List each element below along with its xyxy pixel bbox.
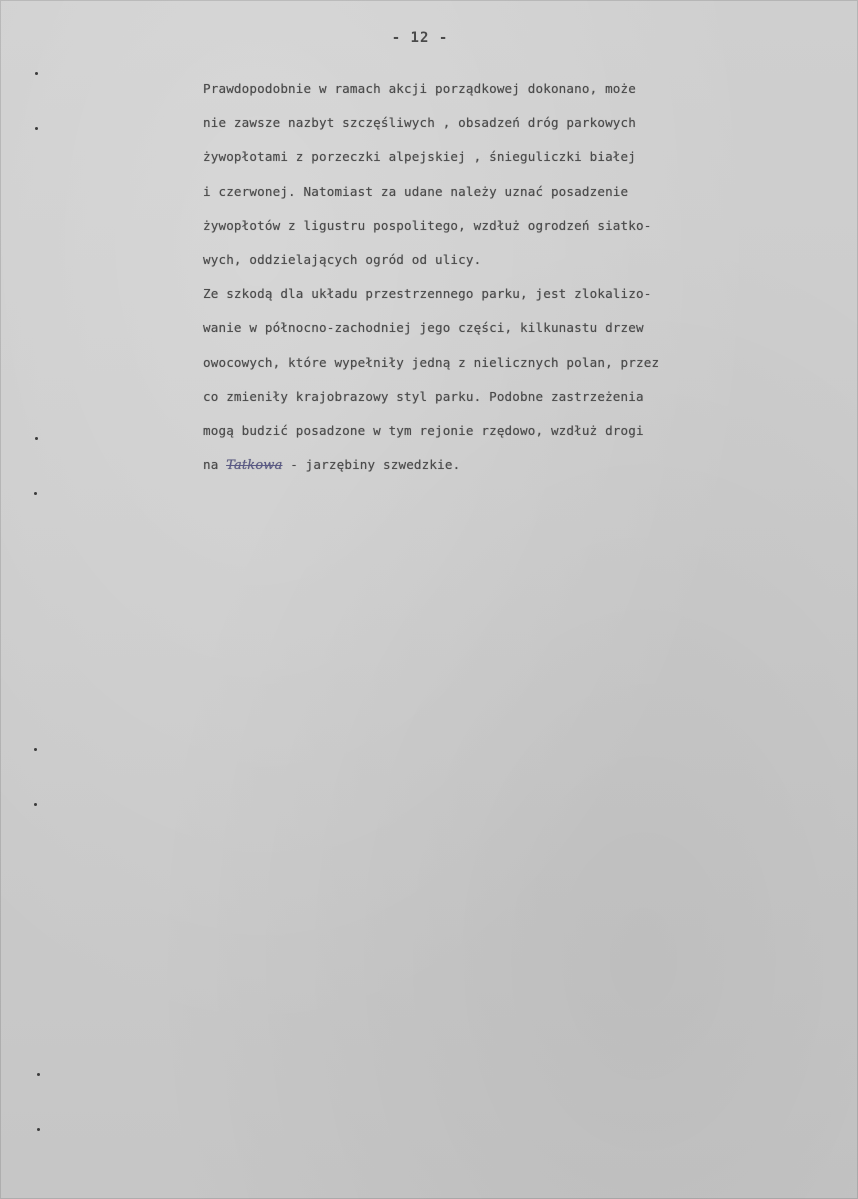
text-line: i czerwonej. Natomiast za udane należy uznać posadzenie	[203, 183, 629, 199]
text-line: owocowych, które wypełniły jedną z nielicznych polan, przez	[203, 354, 660, 370]
text-line: żywopłotami z porzeczki alpejskiej , śnieguliczki białej	[203, 149, 636, 165]
text-line: wych, oddzielających ogród od ulicy.	[203, 252, 482, 268]
margin-dot	[34, 748, 37, 751]
margin-dot	[35, 437, 38, 440]
text-line-last	[203, 448, 815, 483]
text-line: mogą budzić posadzone w tym rejonie rzędowo, wzdłuż drogi	[203, 423, 644, 439]
text-line: żywopłotów z ligustru pospolitego, wzdłuż ogrodzeń siatko-	[203, 217, 652, 233]
margin-dot	[37, 1128, 40, 1131]
text-line: Prawdopodobnie w ramach akcji porządkowej dokonano, może	[203, 81, 636, 96]
page-number: - 12 -	[391, 30, 449, 46]
handwritten-correction: Tatkowa	[226, 458, 283, 474]
margin-dot	[35, 127, 38, 130]
text-prefix: na	[203, 457, 227, 473]
text-line: nie zawsze nazbyt szczęśliwych , obsadzeń dróg parkowych	[203, 115, 636, 131]
text-line: Ze szkodą dla układu przestrzennego parku, jest zlokalizo-	[203, 286, 652, 302]
margin-dot	[34, 492, 37, 495]
margin-dot	[34, 803, 37, 806]
text-line: wanie w północno-zachodniej jego części, kilkunastu drzew	[203, 320, 644, 336]
margin-dot	[35, 72, 38, 75]
body-text	[203, 72, 815, 483]
text-line: co zmieniły krajobrazowy styl parku. Podobne zastrzeżenia	[203, 388, 644, 404]
margin-dot	[37, 1073, 40, 1076]
text-suffix: - jarzębiny szwedzkie.	[282, 457, 461, 473]
